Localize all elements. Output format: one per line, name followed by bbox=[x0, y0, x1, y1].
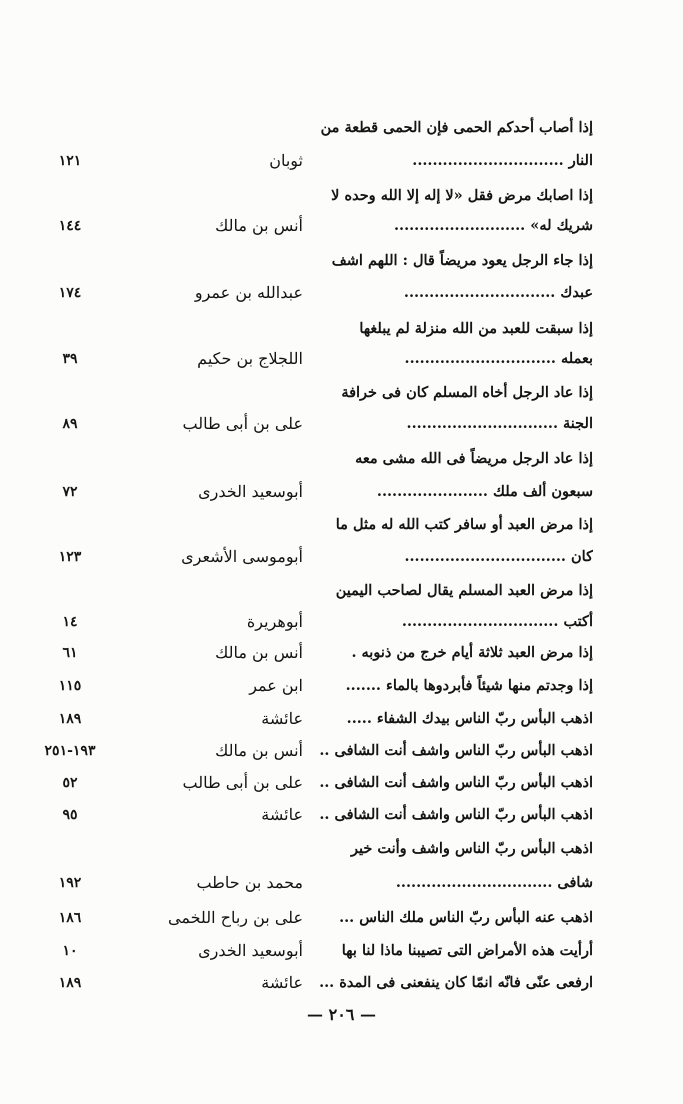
index-entry bbox=[0, 411, 683, 437]
page-ref: ١٧٤ bbox=[58, 285, 82, 301]
page-ref: ١٨٦ bbox=[58, 910, 82, 926]
page-ref: ١٨٩ bbox=[58, 711, 82, 727]
hadith-text: سبعون ألف ملك ...................... bbox=[376, 483, 593, 500]
hadith-text: إذا اصابك مرض فقل «لا إله إلا الله وحده لا bbox=[331, 187, 593, 204]
page-ref: ٣٩ bbox=[62, 351, 78, 367]
index-entry bbox=[0, 640, 683, 666]
index-entry bbox=[0, 938, 683, 964]
hadith-text: اذهب عنه البأس ربّ الناس ملك الناس ... bbox=[339, 909, 593, 926]
index-entry bbox=[0, 115, 683, 141]
page-ref: ١٠ bbox=[62, 943, 78, 959]
page-ref: ١٤ bbox=[62, 614, 78, 630]
index-entry bbox=[0, 870, 683, 896]
index-entry bbox=[0, 802, 683, 828]
index-entry bbox=[0, 905, 683, 931]
index-entry bbox=[0, 512, 683, 538]
index-entry bbox=[0, 970, 683, 996]
page-ref: ١١٥ bbox=[58, 678, 82, 694]
index-entry bbox=[0, 578, 683, 604]
page-ref: ١٨٩ bbox=[58, 975, 82, 991]
page-ref: ٩٥ bbox=[62, 807, 78, 823]
page-ref: ١٢١ bbox=[58, 153, 82, 169]
narrator-name: أبوسعيد الخدرى bbox=[198, 482, 303, 501]
page-ref: ٦١ bbox=[62, 645, 78, 661]
index-entry bbox=[0, 213, 683, 239]
hadith-text: شافى ............................... bbox=[395, 874, 593, 891]
hadith-text: النار .............................. bbox=[412, 152, 593, 169]
hadith-text: ارفعى عنّى فانّه انمّا كان ينفعنى فى المدة ... bbox=[319, 974, 593, 991]
narrator-name: أنس بن مالك bbox=[215, 643, 303, 662]
hadith-text: إذا مرض العبد المسلم يقال لصاحب اليمين bbox=[335, 582, 593, 599]
index-entry bbox=[0, 609, 683, 635]
hadith-text: الجنة .............................. bbox=[406, 415, 593, 432]
page-number: — ٢٠٦ — bbox=[307, 1005, 376, 1024]
narrator-name: على بن أبى طالب bbox=[182, 414, 303, 433]
narrator-name: على بن أبى طالب bbox=[182, 773, 303, 792]
narrator-name: أبوهريرة bbox=[246, 612, 303, 631]
narrator-name: أنس بن مالك bbox=[215, 216, 303, 235]
narrator-name: أبوموسى الأشعرى bbox=[181, 547, 303, 566]
hadith-text: إذا عاد الرجل أخاه المسلم كان فى خرافة bbox=[341, 384, 593, 401]
hadith-text: إذا عاد الرجل مريضاً فى الله مشى معه bbox=[355, 450, 593, 467]
index-entry bbox=[0, 738, 683, 764]
index-entry bbox=[0, 148, 683, 174]
page-ref: ٨٩ bbox=[62, 416, 78, 432]
index-entry bbox=[0, 706, 683, 732]
index-entry bbox=[0, 836, 683, 862]
hadith-text: أكتب ............................... bbox=[401, 613, 593, 630]
hadith-text: اذهب البأس ربّ الناس واشف أنت الشافى .. bbox=[319, 806, 593, 823]
index-entry bbox=[0, 380, 683, 406]
hadith-text: أرأيت هذه الأمراض التى تصيبنا ماذا لنا بها bbox=[341, 942, 593, 959]
narrator-name: ثوبان bbox=[269, 151, 303, 170]
index-entry bbox=[0, 316, 683, 342]
hadith-text: كان ................................ bbox=[404, 548, 593, 565]
hadith-text: شريك له» .......................... bbox=[393, 217, 593, 234]
narrator-name: عائشة bbox=[261, 805, 303, 824]
index-entry bbox=[0, 770, 683, 796]
narrator-name: عائشة bbox=[261, 709, 303, 728]
narrator-name: محمد بن حاطب bbox=[196, 873, 303, 892]
page-ref: ١٢٣ bbox=[58, 549, 82, 565]
index-entry bbox=[0, 183, 683, 209]
narrator-name: أبوسعيد الخدرى bbox=[198, 941, 303, 960]
index-entry bbox=[0, 248, 683, 274]
index-entry bbox=[0, 544, 683, 570]
page-ref: ١٤٤ bbox=[58, 218, 82, 234]
narrator-name: عبدالله بن عمرو bbox=[194, 283, 303, 302]
hadith-text: إذا وجدتم منها شيئاً فأبردوها بالماء ....... bbox=[345, 677, 593, 694]
page-ref: ٥٢ bbox=[62, 775, 78, 791]
narrator-name: اللجلاج بن حكيم bbox=[197, 349, 303, 368]
narrator-name: عائشة bbox=[261, 973, 303, 992]
hadith-text: إذا جاء الرجل يعود مريضاً قال : اللهم اشف bbox=[331, 252, 593, 269]
hadith-text: إذا مرض العبد أو سافر كتب الله له مثل ما bbox=[335, 516, 593, 533]
hadith-text: اذهب البأس ربّ الناس واشف أنت الشافى .. bbox=[319, 774, 593, 791]
hadith-text: بعمله .............................. bbox=[404, 350, 593, 367]
index-entry bbox=[0, 446, 683, 472]
page-ref: ١٩٣-٢٥١ bbox=[44, 743, 96, 759]
hadith-text: إذا سبقت للعبد من الله منزلة لم يبلغها bbox=[359, 320, 593, 337]
hadith-text: اذهب البأس ربّ الناس بيدك الشفاء ..... bbox=[346, 710, 593, 727]
index-entry bbox=[0, 673, 683, 699]
narrator-name: ابن عمر bbox=[249, 676, 303, 695]
hadith-text: اذهب البأس ربّ الناس واشف أنت الشافى .. bbox=[319, 742, 593, 759]
hadith-text: إذا أصاب أحدكم الحمى فإن الحمى قطعة من bbox=[320, 119, 593, 136]
hadith-text: عبدك .............................. bbox=[403, 284, 593, 301]
narrator-name: على بن رباح اللخمى bbox=[168, 908, 303, 927]
page-ref: ٧٢ bbox=[62, 484, 78, 500]
page-ref: ١٩٢ bbox=[58, 875, 82, 891]
index-entry bbox=[0, 346, 683, 372]
index-entry bbox=[0, 479, 683, 505]
hadith-text: إذا مرض العبد ثلاثة أيام خرج من ذنوبه . bbox=[351, 644, 593, 661]
narrator-name: أنس بن مالك bbox=[215, 741, 303, 760]
hadith-text: اذهب البأس ربّ الناس واشف وأنت خير bbox=[350, 840, 593, 857]
index-entry bbox=[0, 280, 683, 306]
